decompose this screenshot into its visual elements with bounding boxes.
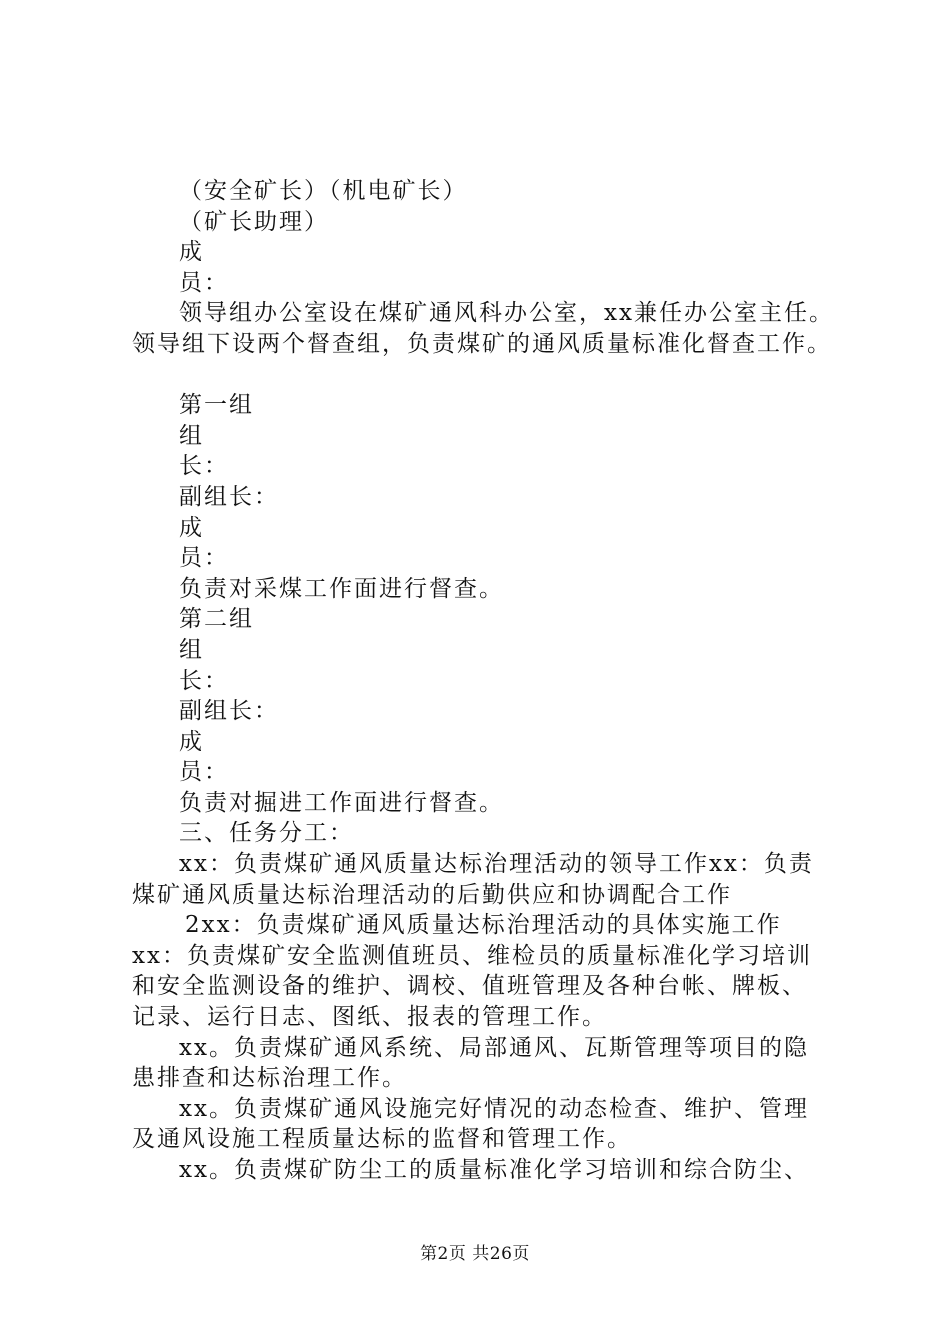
text-line: 领导组下设两个督查组，负责煤矿的通风质量标准化督查工作。 [132, 330, 832, 357]
text-line: 领导组办公室设在煤矿通风科办公室，xx兼任办公室主任。 [179, 300, 834, 327]
text-line: 长： [179, 667, 229, 694]
page-footer: 第2页 共26页 [420, 1244, 530, 1264]
text-line: （矿长助理） [179, 208, 329, 235]
text-line: 副组长： [179, 698, 279, 725]
text-line: 长： [179, 453, 229, 480]
text-line: 第一组 [179, 392, 254, 419]
text-line: 和安全监测设备的维护、调校、值班管理及各种台帐、牌板、 [132, 973, 807, 1000]
text-line: 及通风设施工程质量达标的监督和管理工作。 [132, 1126, 632, 1153]
blank-line [132, 360, 852, 391]
text-line: 组 [179, 422, 204, 449]
text-line: 煤矿通风质量达标治理活动的后勤供应和协调配合工作 [132, 881, 732, 908]
text-line: xx：负责煤矿安全监测值班员、维检员的质量标准化学习培训 [132, 942, 812, 969]
text-line: 组 [179, 636, 204, 663]
text-line: 2xx：负责煤矿通风质量达标治理活动的具体实施工作 [185, 912, 782, 939]
text-line: 成 [179, 728, 204, 755]
text-line: 员： [179, 759, 229, 786]
text-line: xx。负责煤矿防尘工的质量标准化学习培训和综合防尘、 [179, 1157, 809, 1183]
text-line: 三、任务分工： [179, 820, 354, 847]
text-line: 员： [179, 269, 229, 296]
text-line: xx。负责煤矿通风系统、局部通风、瓦斯管理等项目的隐 [179, 1034, 809, 1061]
text-line: 负责对采煤工作面进行督查。 [179, 575, 504, 602]
text-line: xx：负责煤矿通风质量达标治理活动的领导工作xx：负责 [179, 851, 814, 878]
text-line: 员： [179, 545, 229, 572]
text-line: （安全矿长）（机电矿长） [179, 178, 468, 204]
text-line: 成 [179, 239, 204, 266]
text-line: xx。负责煤矿通风设施完好情况的动态检查、维护、管理 [179, 1095, 809, 1122]
text-line: 记录、运行日志、图纸、报表的管理工作。 [132, 1004, 607, 1031]
text-line: 副组长： [179, 483, 279, 510]
text-line: 患排查和达标治理工作。 [132, 1065, 407, 1092]
text-line: 第二组 [179, 606, 254, 633]
text-line: 负责对掘进工作面进行督查。 [179, 789, 504, 816]
document-body [132, 176, 852, 1186]
text-line: 成 [179, 514, 204, 541]
